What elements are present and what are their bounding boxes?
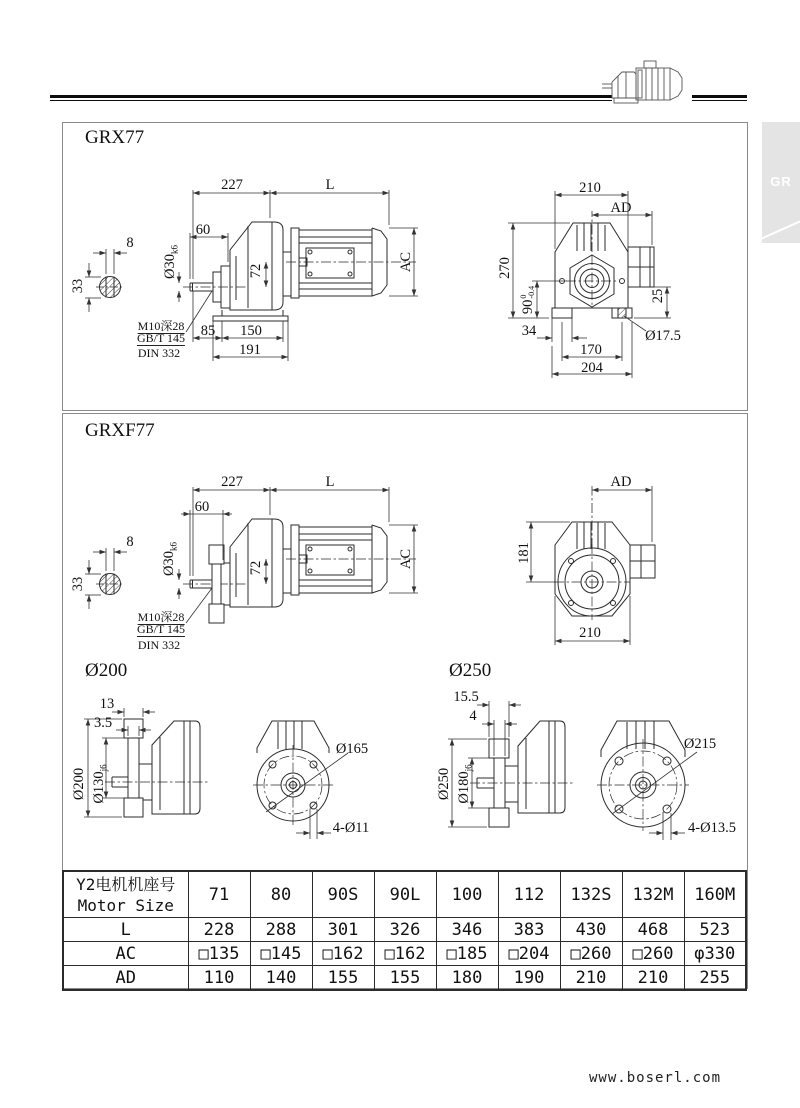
grxf77-rear-dims	[526, 486, 652, 645]
dim-label: AD	[610, 473, 632, 490]
motor-size-header-cell: Y2电机机座号 Motor Size	[63, 871, 188, 918]
table-cell: 301	[312, 918, 374, 942]
table-row	[63, 942, 746, 966]
table-cell: 346	[436, 918, 498, 942]
row-label: AC	[63, 942, 188, 966]
grxf77-rear-view	[554, 522, 655, 620]
dim-label: Ø250	[435, 767, 452, 801]
d250-side-view	[470, 721, 573, 827]
dim-label: Ø165	[335, 740, 369, 757]
gr-tab-label: GR	[770, 174, 792, 189]
section-title-grx77: GRX77	[85, 127, 145, 148]
dim-label: $Ø180_{j6}$	[455, 764, 474, 804]
motor-size-column-header: 100	[436, 871, 498, 918]
table-cell: 430	[560, 918, 622, 942]
dim-label: 181	[515, 542, 532, 564]
table-cell: 180	[436, 966, 498, 991]
dim-label: $Ø30_{k6}$	[161, 245, 180, 279]
dim-label: DIN 332	[137, 346, 181, 360]
dim-label: 15.5	[453, 688, 479, 705]
table-cell: 383	[498, 918, 560, 942]
grx77-feet	[213, 310, 288, 321]
table-cell: □260	[560, 942, 622, 966]
dim-label: Ø200	[70, 767, 87, 801]
dim-label: 227	[221, 473, 243, 490]
table-cell: 190	[498, 966, 560, 991]
dim-label: 8	[126, 234, 134, 251]
table-cell: 523	[684, 918, 746, 942]
table-cell: φ330	[684, 942, 746, 966]
dim-label: AC	[397, 548, 414, 570]
motor-size-table	[62, 870, 747, 991]
dim-label: M10深28	[137, 610, 185, 624]
dim-label: $Ø30_{k6}$	[160, 542, 179, 576]
dim-label: AC	[397, 251, 414, 273]
table-cell: 110	[188, 966, 250, 991]
table-cell: 140	[250, 966, 312, 991]
dim-label: 33	[69, 278, 86, 294]
dim-label: 25	[649, 288, 666, 304]
dim-label: 210	[579, 624, 601, 641]
grx77-rear-view	[552, 223, 654, 318]
table-cell: □162	[374, 942, 436, 966]
motor-size-column-header: 80	[250, 871, 312, 918]
dim-label: 60	[194, 498, 210, 515]
motor-size-column-header: 132S	[560, 871, 622, 918]
section-title-d250: Ø250	[449, 660, 492, 681]
table-cell: □204	[498, 942, 560, 966]
table-row	[63, 966, 746, 991]
motor-size-column-header: 132M	[622, 871, 684, 918]
table-cell: 255	[684, 966, 746, 991]
dim-label: 8	[126, 533, 134, 550]
table-cell: 155	[374, 966, 436, 991]
dim-label: GB/T 145	[136, 622, 186, 636]
dim-label: 150	[240, 322, 262, 339]
d200-face-view	[253, 721, 333, 825]
motor-size-column-header: 90L	[374, 871, 436, 918]
dim-label: 33	[69, 576, 86, 592]
table-cell: 228	[188, 918, 250, 942]
dim-label: Ø215	[683, 735, 717, 752]
dim-label: 13	[99, 695, 115, 712]
d250-face-view	[597, 721, 689, 831]
dim-label: Ø17.5	[645, 327, 681, 344]
dim-label: 4	[469, 707, 477, 724]
motor-size-column-header: 71	[188, 871, 250, 918]
dim-label: L	[325, 473, 335, 490]
section-title-d200: Ø200	[85, 660, 128, 681]
table-row	[63, 918, 746, 942]
motor-size-column-header: 112	[498, 871, 560, 918]
dim-label: 4-Ø13.5	[688, 819, 736, 836]
dim-label: GB/T 145	[136, 331, 186, 345]
table-cell: 326	[374, 918, 436, 942]
table-cell: □185	[436, 942, 498, 966]
dim-label: $Ø130_{j6}$	[90, 764, 109, 804]
d250-face-dims	[612, 752, 697, 840]
dim-label: 3.5	[93, 714, 113, 731]
dim-label: 90 0 -0.4	[519, 285, 536, 315]
dim-label: 227	[221, 176, 243, 193]
dim-label: 4-Ø11	[332, 819, 370, 836]
dim-label: 60	[195, 221, 211, 238]
dim-label: 210	[579, 179, 601, 196]
table-cell: 210	[560, 966, 622, 991]
table-cell: □162	[312, 942, 374, 966]
table-cell: 288	[250, 918, 312, 942]
dim-label: 170	[580, 341, 602, 358]
dim-label: 72	[247, 263, 264, 279]
dim-label: 270	[496, 257, 513, 279]
dim-label: AD	[610, 199, 632, 216]
dim-label: L	[325, 176, 335, 193]
table-cell: 468	[622, 918, 684, 942]
dim-label: 191	[239, 341, 261, 358]
motor-size-column-header: 160M	[684, 871, 746, 918]
dim-label: DIN 332	[137, 638, 181, 652]
table-cell: □260	[622, 942, 684, 966]
table-cell: □135	[188, 942, 250, 966]
motor-size-column-header: 90S	[312, 871, 374, 918]
dim-label: 85	[200, 322, 216, 339]
row-label: L	[63, 918, 188, 942]
grxf77-side-dims	[85, 487, 418, 623]
dim-label: 72	[247, 560, 264, 576]
table-cell: 210	[622, 966, 684, 991]
footer-url: www.boserl.com	[589, 1070, 722, 1086]
table-cell: □145	[250, 942, 312, 966]
dim-label: 34	[521, 322, 537, 339]
row-label: AD	[63, 966, 188, 991]
d200-side-view	[105, 719, 208, 817]
dim-label: M10深28	[137, 319, 185, 333]
section-title-grxf77: GRXF77	[85, 420, 155, 441]
table-cell: 155	[312, 966, 374, 991]
dim-label: 204	[581, 359, 603, 376]
